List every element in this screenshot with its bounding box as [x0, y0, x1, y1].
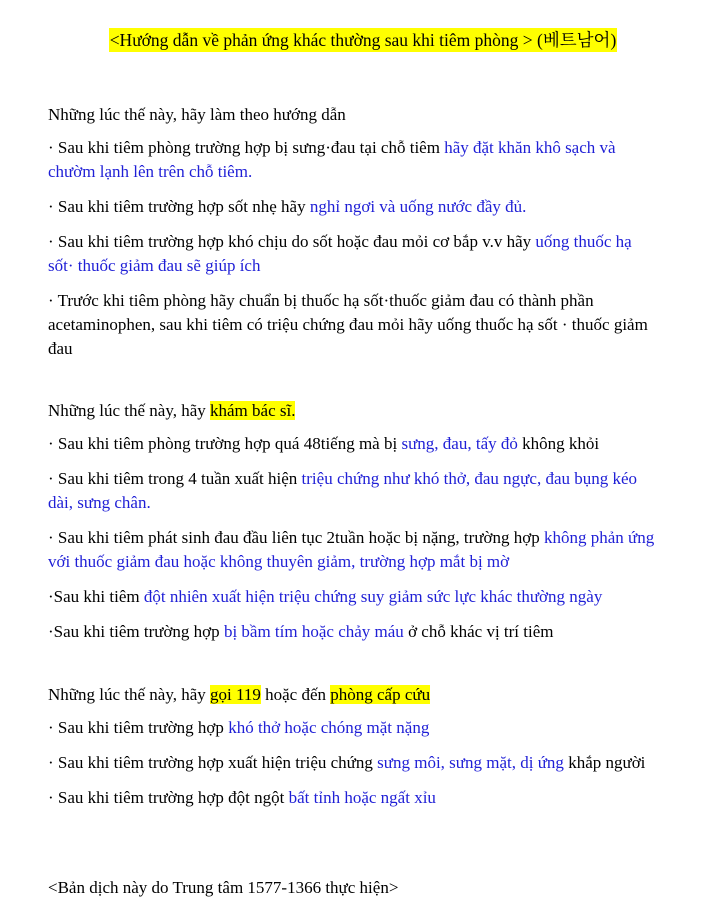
section-see-doctor: [48, 399, 658, 655]
list-item: · Sau khi tiêm phát sinh đau đầu liên tục 2tuần hoặc bị nặng, trường hợp không phản ứng với thuốc giảm đau hoặc không thuyên giảm, trường hợp mắt bị mờ: [48, 528, 655, 571]
list-item: · Sau khi tiêm trường hợp sốt nhẹ hãy nghỉ ngơi và uống nước đầy đủ.: [48, 197, 527, 216]
list-item: · Sau khi tiêm trong 4 tuần xuất hiện triệu chứng như khó thở, đau ngực, đau bụng kéo dài, sưng chân.: [48, 469, 638, 512]
list-item: · Sau khi tiêm phòng trường hợp bị sưng·đau tại chỗ tiêm hãy đặt khăn khô sạch và chườm lạnh lên trên chỗ tiêm.: [48, 138, 616, 181]
title-text: <Hướng dẫn về phản ứng khác thường sau khi tiêm phòng > (베트남어): [109, 30, 617, 50]
list-item: · Sau khi tiêm phòng trường hợp quá 48tiếng mà bị sưng, đau, tấy đỏ không khỏi: [48, 434, 600, 453]
list-item: ·Sau khi tiêm đột nhiên xuất hiện triệu chứng suy giảm sức lực khác thường ngày: [48, 587, 603, 606]
document-title: [0, 27, 726, 53]
highlight-see-doctor: khám bác sĩ.: [210, 401, 296, 420]
list-item: · Sau khi tiêm trường hợp khó chịu do sốt hoặc đau mỏi cơ bắp v.v hãy uống thuốc hạ sốt· thuốc giảm đau sẽ giúp ích: [48, 232, 632, 275]
section-follow-guidance: [48, 103, 658, 372]
list-item: ·Sau khi tiêm trường hợp bị bầm tím hoặc chảy máu ở chỗ khác vị trí tiêm: [48, 622, 554, 641]
section-heading: Những lúc thế này, hãy gọi 119 hoặc đến phòng cấp cứu: [48, 685, 431, 704]
list-item: · Sau khi tiêm trường hợp xuất hiện triệu chứng sưng môi, sưng mặt, dị ứng khắp người: [48, 753, 646, 772]
translation-credit: <Bản dịch này do Trung tâm 1577-1366 thực hiện>: [48, 878, 399, 897]
highlight-call-119: gọi 119: [210, 685, 261, 704]
highlight-emergency-room: phòng cấp cứu: [330, 685, 431, 704]
section-emergency: [48, 683, 658, 821]
section-heading: Những lúc thế này, hãy khám bác sĩ.: [48, 401, 296, 420]
list-item: · Trước khi tiêm phòng hãy chuẩn bị thuốc hạ sốt·thuốc giảm đau có thành phần acetaminophen, sau khi tiêm có triệu chứng đau mỏi hãy uống thuốc hạ sốt · thuốc giảm đau: [48, 291, 648, 358]
section-heading: Những lúc thế này, hãy làm theo hướng dẫn: [48, 105, 346, 124]
list-item: · Sau khi tiêm trường hợp đột ngột bất tỉnh hoặc ngất xỉu: [48, 788, 436, 807]
list-item: · Sau khi tiêm trường hợp khó thở hoặc chóng mặt nặng: [48, 718, 430, 737]
